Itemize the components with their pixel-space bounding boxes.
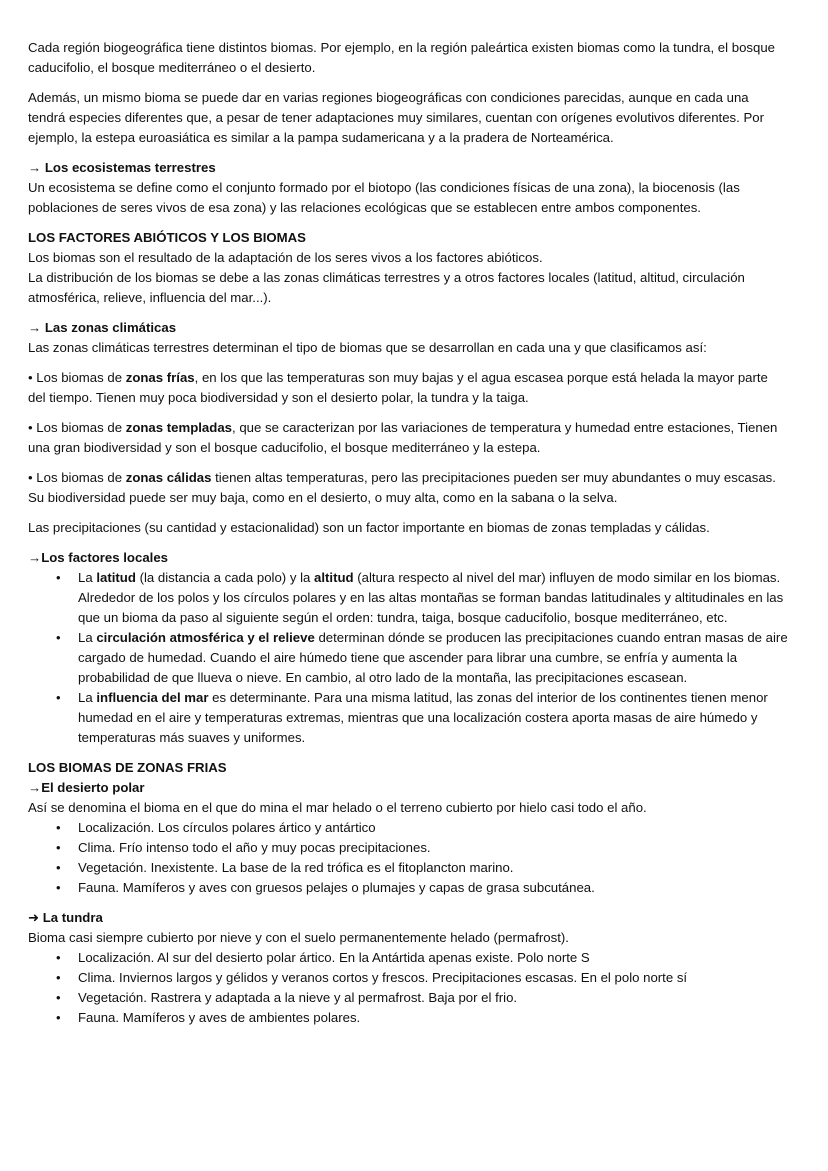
bold-term: zonas cálidas — [125, 470, 212, 485]
text-run: • Los biomas de — [28, 420, 126, 435]
list-item — [28, 688, 788, 748]
section-heading-zonas: → Las zonas climáticas — [28, 320, 177, 335]
subheading-desierto-polar: →El desierto polar — [28, 780, 145, 795]
text-run: (altura respecto al nivel del mar) influyen de modo similar en los biomas. Alrededor de los polos y los círculos polares y en las altas montañas se forman bandas latitudinales y altitudinales en las que un bioma da paso al siguiente según el orden: tundra, taiga, bosque caducifolio, bosque mediterráneo, etc. — [78, 570, 784, 625]
section-heading-factores: LOS FACTORES ABIÓTICOS Y LOS BIOMAS — [28, 230, 306, 245]
desierto-polar-intro: Así se denomina el bioma en el que do mina el mar helado o el terreno cubierto por hielo casi todo el año. — [28, 800, 647, 815]
list-item: • Vegetación. Inexistente. La base de la red trófica es el fitoplancton marino. — [28, 858, 788, 878]
text-run: • Los biomas de — [28, 370, 126, 385]
section-heading-ecosistemas: → Los ecosistemas terrestres — [28, 160, 216, 175]
bold-term: latitud — [96, 570, 136, 585]
section-heading-locales: →Los factores locales — [28, 550, 168, 565]
subheading-tundra: ➜ La tundra — [28, 910, 103, 925]
section-heading-frias: LOS BIOMAS DE ZONAS FRIAS — [28, 760, 227, 775]
bold-term: circulación atmosférica y el relieve — [96, 630, 315, 645]
intro-paragraph-2: Además, un mismo bioma se puede dar en varias regiones biogeográficas con condiciones parecidas, aunque en cada una tendrá especies diferentes que, a pesar de tener adaptaciones muy similares, cuentan con orígenes evolutivos diferentes. Por ejemplo, la estepa euroasiática es similar a la pampa sudamericana y a la pradera de Norteamérica. — [28, 90, 765, 145]
list-item: • Clima. Frío intenso todo el año y muy pocas precipitaciones. — [28, 838, 788, 858]
text-run: es determinante. Para una misma latitud, las zonas del interior de los continentes tienen menor humedad en el aire y temperaturas extremas, mientras que una localización costera aporta masas de aire húmedo y temperaturas más suaves y uniformes. — [78, 690, 768, 745]
factores-line-2: La distribución de los biomas se debe a las zonas climáticas terrestres y a otros factores locales (latitud, altitud, circulación atmosférica, relieve, influencia del mar...). — [28, 270, 745, 305]
list-item: • Localización. Al sur del desierto polar ártico. En la Antártida apenas existe. Polo norte S — [28, 948, 788, 968]
tundra-intro: Bioma casi siempre cubierto por nieve y con el suelo permanentemente helado (permafrost). — [28, 930, 569, 945]
text-run: , que se caracterizan por las variaciones de temperatura y humedad entre estaciones, Tienen una gran biodiversidad y son el bosque caducifolio, el bosque mediterráneo y la estepa. — [28, 420, 778, 455]
text-run: tienen altas temperaturas, pero las precipitaciones pueden ser muy abundantes o muy escasas. Su biodiversidad puede ser muy baja, como en el desierto, o muy alta, como en la sabana o la selva. — [28, 470, 776, 505]
list-item: • Fauna. Mamíferos y aves con gruesos pelajes o plumajes y capas de grasa subcutánea. — [28, 878, 788, 898]
list-item: • Fauna. Mamíferos y aves de ambientes polares. — [28, 1008, 788, 1028]
ecosistemas-text: Un ecosistema se define como el conjunto formado por el biotopo (las condiciones físicas de una zona), la biocenosis (las poblaciones de seres vivos de esa zona) y las relaciones ecológicas que se establecen entre ambos componentes. — [28, 180, 740, 215]
factores-line-1: Los biomas son el resultado de la adaptación de los seres vivos a los factores abióticos. — [28, 250, 543, 265]
precipitaciones-paragraph: Las precipitaciones (su cantidad y estacionalidad) son un factor importante en biomas de zonas templadas y cálidas. — [28, 520, 710, 535]
bold-term: zonas templadas — [125, 420, 232, 435]
text-run: La — [78, 570, 97, 585]
zonas-calidas-paragraph — [28, 468, 788, 508]
list-item: • Localización. Los círculos polares ártico y antártico — [28, 818, 788, 838]
bold-term: zonas frías — [125, 370, 195, 385]
bold-term: altitud — [314, 570, 354, 585]
text-run: , en los que las temperaturas son muy bajas y el agua escasea porque está helada la mayor parte del tiempo. Tienen muy poca biodiversidad y son el desierto polar, la tundra y la taiga. — [28, 370, 768, 405]
list-item — [28, 628, 788, 688]
text-run: (la distancia a cada polo) y la — [135, 570, 315, 585]
bold-term: influencia del mar — [96, 690, 209, 705]
zonas-frias-paragraph — [28, 368, 788, 408]
text-run: • Los biomas de — [28, 470, 126, 485]
list-item: • Clima. Inviernos largos y gélidos y veranos cortos y frescos. Precipitaciones escasas. En el polo norte sí — [28, 968, 788, 988]
intro-paragraph-1: Cada región biogeográfica tiene distintos biomas. Por ejemplo, en la región paleártica existen biomas como la tundra, el bosque caducifolio, el bosque mediterráneo o el desierto. — [28, 40, 775, 75]
zonas-intro: Las zonas climáticas terrestres determinan el tipo de biomas que se desarrollan en cada una y que clasificamos así: — [28, 340, 707, 355]
list-item — [28, 568, 788, 628]
zonas-templadas-paragraph — [28, 418, 788, 458]
locales-list — [28, 568, 788, 748]
text-run: La — [78, 630, 97, 645]
desierto-polar-list — [28, 818, 788, 898]
text-run: La — [78, 690, 97, 705]
text-run: determinan dónde se producen las precipitaciones cuando entran masas de aire cargado de humedad. Cuando el aire húmedo tiene que ascender para librar una cumbre, se enfría y aumenta la probabilidad de que llueva o nieve. En cambio, al otro lado de la montaña, las precipitaciones escasean. — [78, 630, 788, 685]
list-item: • Vegetación. Rastrera y adaptada a la nieve y al permafrost. Baja por el frio. — [28, 988, 788, 1008]
tundra-list — [28, 948, 788, 1028]
